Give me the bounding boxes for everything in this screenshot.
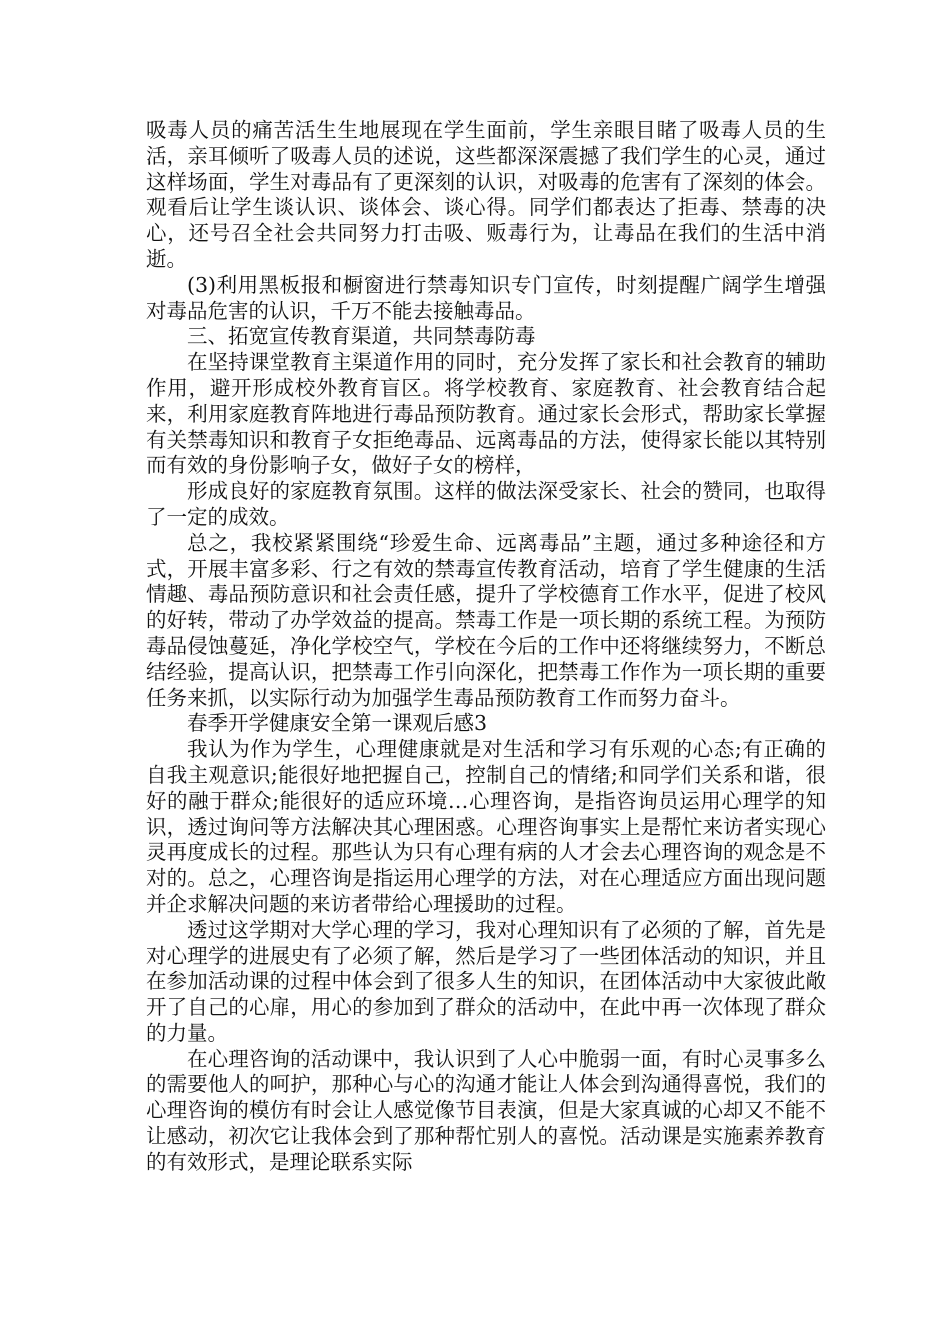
paragraph-4: 在坚持课堂教育主渠道作用的同时，充分发挥了家长和社会教育的辅助作用，避开形成校外教育盲区。将学校教育、家庭教育、社会教育结合起来，利用家庭教育阵地进行毒品预防教育。通过家长会形式，帮助家长掌握有关禁毒知识和教育子女拒绝毒品、远离毒品的方法，使得家长能以其特别而有效的身份影响子女，做好子女的榜样， (146, 350, 826, 478)
paragraph-1: 吸毒人员的痛苦活生生地展现在学生面前，学生亲眼目睹了吸毒人员的生活，亲耳倾听了吸毒人员的述说，这些都深深震撼了我们学生的心灵，通过这样场面，学生对毒品有了更深刻的认识，对吸毒的危害有了深刻的体会。观看后让学生谈认识、谈体会、谈心得。同学们都表达了拒毒、禁毒的决心，还号召全社会共同努力打击吸、贩毒行为，让毒品在我们的生活中消逝。 (146, 118, 826, 271)
paragraph-5: 形成良好的家庭教育氛围。这样的做法深受家长、社会的赞同，也取得了一定的成效。 (146, 479, 826, 529)
paragraph-8: 我认为作为学生，心理健康就是对生活和学习有乐观的心态;有正确的自我主观意识;能很好地把握自己，控制自己的情绪;和同学们关系和谐，很好的融于群众;能很好的适应环境…心理咨询，是指咨询员运用心理学的知识，透过询问等方法解决其心理困惑。心理咨询事实上是帮忙来访者实现心灵再度成长的过程。那些认为只有心理有病的人才会去心理咨询的观念是不对的。总之，心理咨询是指运用心理学的方法，对在心理适应方面出现问题并企求解决问题的来访者带给心理援助的过程。 (146, 737, 826, 916)
paragraph-10: 在心理咨询的活动课中，我认识到了人心中脆弱一面，有时心灵事多么的需要他人的呵护，那种心与心的沟通才能让人体会到沟通得喜悦，我们的心理咨询的模仿有时会让人感觉像节目表演，但是大家真诚的心却又不能不让感动，初次它让我体会到了那种帮忙别人的喜悦。活动课是实施素养教育的有效形式，是理论联系实际 (146, 1046, 826, 1174)
essay-title: 春季开学健康安全第一课观后感3 (187, 711, 488, 736)
paragraph-6: 总之，我校紧紧围绕“珍爱生命、远离毒品”主题，通过多种途径和方式，开展丰富多彩、行之有效的禁毒宣传教育活动，培育了学生健康的生活情趣、毒品预防意识和社会责任感，提升了学校德育工作水平，促进了校风的好转，带动了办学效益的提高。禁毒工作是一项长期的系统工程。为预防毒品侵蚀蔓延，净化学校空气，学校在今后的工作中还将继续努力，不断总结经验，提高认识，把禁毒工作引向深化，把禁毒工作作为一项长期的重要任务来抓，以实际行动为加强学生毒品预防教育工作而努力奋斗。 (146, 530, 826, 710)
paragraph-9: 透过这学期对大学心理的学习，我对心理知识有了必须的了解，首先是对心理学的进展史有了必须了解，然后是学习了一些团体活动的知识，并且在参加活动课的过程中体会到了很多人生的知识，在团体活动中大家彼此敞开了自己的心扉，用心的参加到了群众的活动中，在此中再一次体现了群众的力量。 (146, 917, 826, 1045)
document-page (146, 118, 826, 1176)
section-heading-3: 三、拓宽宣传教育渠道，共同禁毒防毒 (187, 324, 536, 349)
paragraph-2: (3)利用黑板报和橱窗进行禁毒知识专门宣传，时刻提醒广阔学生增强对毒品危害的认识，千万不能去接触毒品。 (146, 272, 826, 323)
